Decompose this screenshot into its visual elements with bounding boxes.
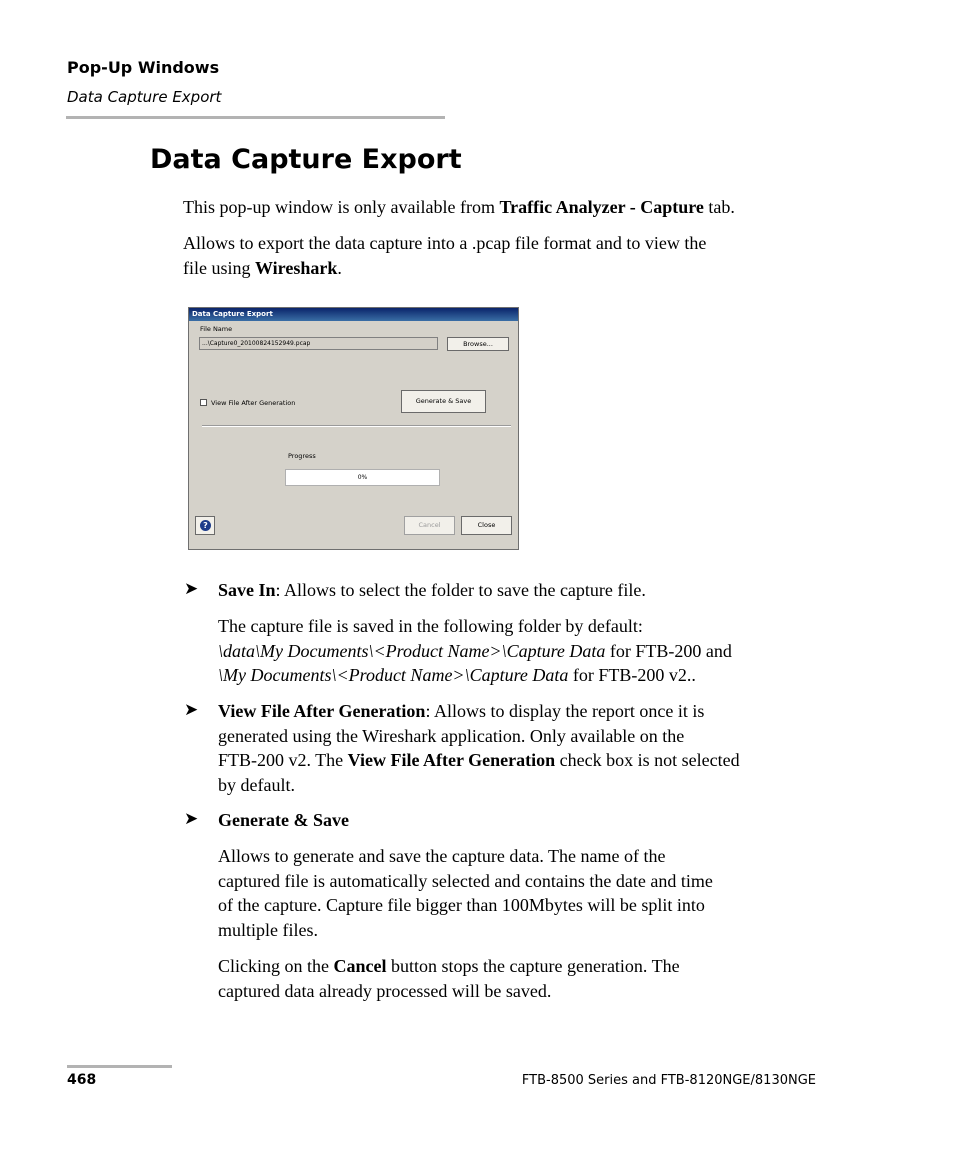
intro-text: This pop-up window is only available from xyxy=(183,197,500,217)
intro-bold-tab: Traffic Analyzer - Capture xyxy=(499,197,704,217)
intro-text-end: tab. xyxy=(703,197,735,217)
generate-desc-line3: of the capture. Capture file bigger than 100Mbytes will be split into xyxy=(218,895,705,915)
dialog-separator xyxy=(202,425,511,427)
cancel-note-pre: Clicking on the xyxy=(218,956,334,976)
view-file-checkbox-label: View File After Generation xyxy=(211,399,296,407)
intro2-line1: Allows to export the data capture into a .pcap file format and to view the xyxy=(183,233,707,253)
section-header: Pop-Up Windows xyxy=(67,58,220,77)
view-file-line3-pre: FTB-200 v2. The xyxy=(218,750,348,770)
subsection-header: Data Capture Export xyxy=(67,88,222,106)
intro2-period: . xyxy=(337,257,342,278)
cancel-button[interactable]: Cancel xyxy=(404,516,455,535)
save-in-term: Save In xyxy=(218,580,276,600)
view-file-line2: generated using the Wireshark application. Only available on the xyxy=(218,725,685,746)
generate-save-term: Generate & Save xyxy=(218,810,349,830)
save-in-path2: \My Documents\<Product Name>\Capture Data xyxy=(218,665,569,685)
dialog-title-bar: Data Capture Export xyxy=(189,308,518,321)
data-capture-export-dialog xyxy=(188,307,519,550)
view-file-desc: : Allows to display the report once it is xyxy=(425,701,705,721)
view-file-line4: by default. xyxy=(218,774,295,795)
generate-desc-line1: Allows to generate and save the capture data. The name of the xyxy=(218,846,666,866)
footer-rule xyxy=(67,1065,172,1068)
save-in-for2: for FTB-200 v2.. xyxy=(568,665,696,685)
intro2-bold-wireshark: Wireshark xyxy=(255,257,338,278)
save-in-detail xyxy=(218,614,818,688)
intro2-line2 xyxy=(183,256,823,281)
save-in-item xyxy=(218,578,818,603)
save-in-path-line1 xyxy=(218,639,818,664)
header-rule xyxy=(66,116,445,119)
view-file-line3-bold: View File After Generation xyxy=(347,750,556,770)
view-file-term: View File After Generation xyxy=(218,701,426,721)
help-icon: ? xyxy=(200,520,211,531)
view-file-line3-post: check box is not selected xyxy=(555,750,740,770)
cancel-note-post: button stops the capture generation. The xyxy=(386,956,680,976)
cancel-note xyxy=(218,954,818,1003)
save-in-desc: : Allows to select the folder to save the capture file. xyxy=(275,580,646,600)
file-name-label: File Name xyxy=(200,325,233,333)
cancel-note-line2: captured data already processed will be saved. xyxy=(218,980,552,1001)
view-file-line1 xyxy=(218,699,818,724)
save-in-path1: \data\My Documents\<Product Name>\Capture Data xyxy=(218,640,606,661)
generate-save-button[interactable]: Generate & Save xyxy=(401,390,486,413)
page-title: Data Capture Export xyxy=(150,144,462,175)
help-button[interactable] xyxy=(195,516,215,535)
progress-label: Progress xyxy=(288,452,316,460)
cancel-note-line1 xyxy=(218,954,818,979)
browse-button[interactable]: Browse... xyxy=(447,337,509,351)
intro-paragraph-2 xyxy=(183,231,823,280)
page-number: 468 xyxy=(67,1072,97,1088)
cancel-note-bold: Cancel xyxy=(333,956,387,976)
file-name-field[interactable]: ...\Capture0_20100824152949.pcap xyxy=(199,337,438,350)
view-file-line3 xyxy=(218,748,818,773)
view-file-checkbox[interactable] xyxy=(200,399,207,406)
view-file-item xyxy=(218,699,818,797)
generate-desc-line2: captured file is automatically selected and contains the date and time xyxy=(218,870,713,891)
save-in-path-line2 xyxy=(218,663,818,688)
bullet-arrow-icon: ➤ xyxy=(184,579,199,598)
generate-desc-line4: multiple files. xyxy=(218,919,318,940)
save-in-for1: for FTB-200 and xyxy=(605,640,732,661)
progress-value: 0% xyxy=(357,474,368,481)
close-button[interactable]: Close xyxy=(461,516,512,535)
save-in-detail-line: The capture file is saved in the following folder by default: xyxy=(218,616,643,636)
progress-bar xyxy=(285,469,440,486)
intro2-text: file using xyxy=(183,257,255,278)
bullet-arrow-icon: ➤ xyxy=(184,700,199,719)
intro-paragraph-1 xyxy=(183,195,823,220)
bullet-arrow-icon: ➤ xyxy=(184,809,199,828)
generate-save-desc xyxy=(218,844,818,942)
footer-product: FTB-8500 Series and FTB-8120NGE/8130NGE xyxy=(521,1073,816,1088)
